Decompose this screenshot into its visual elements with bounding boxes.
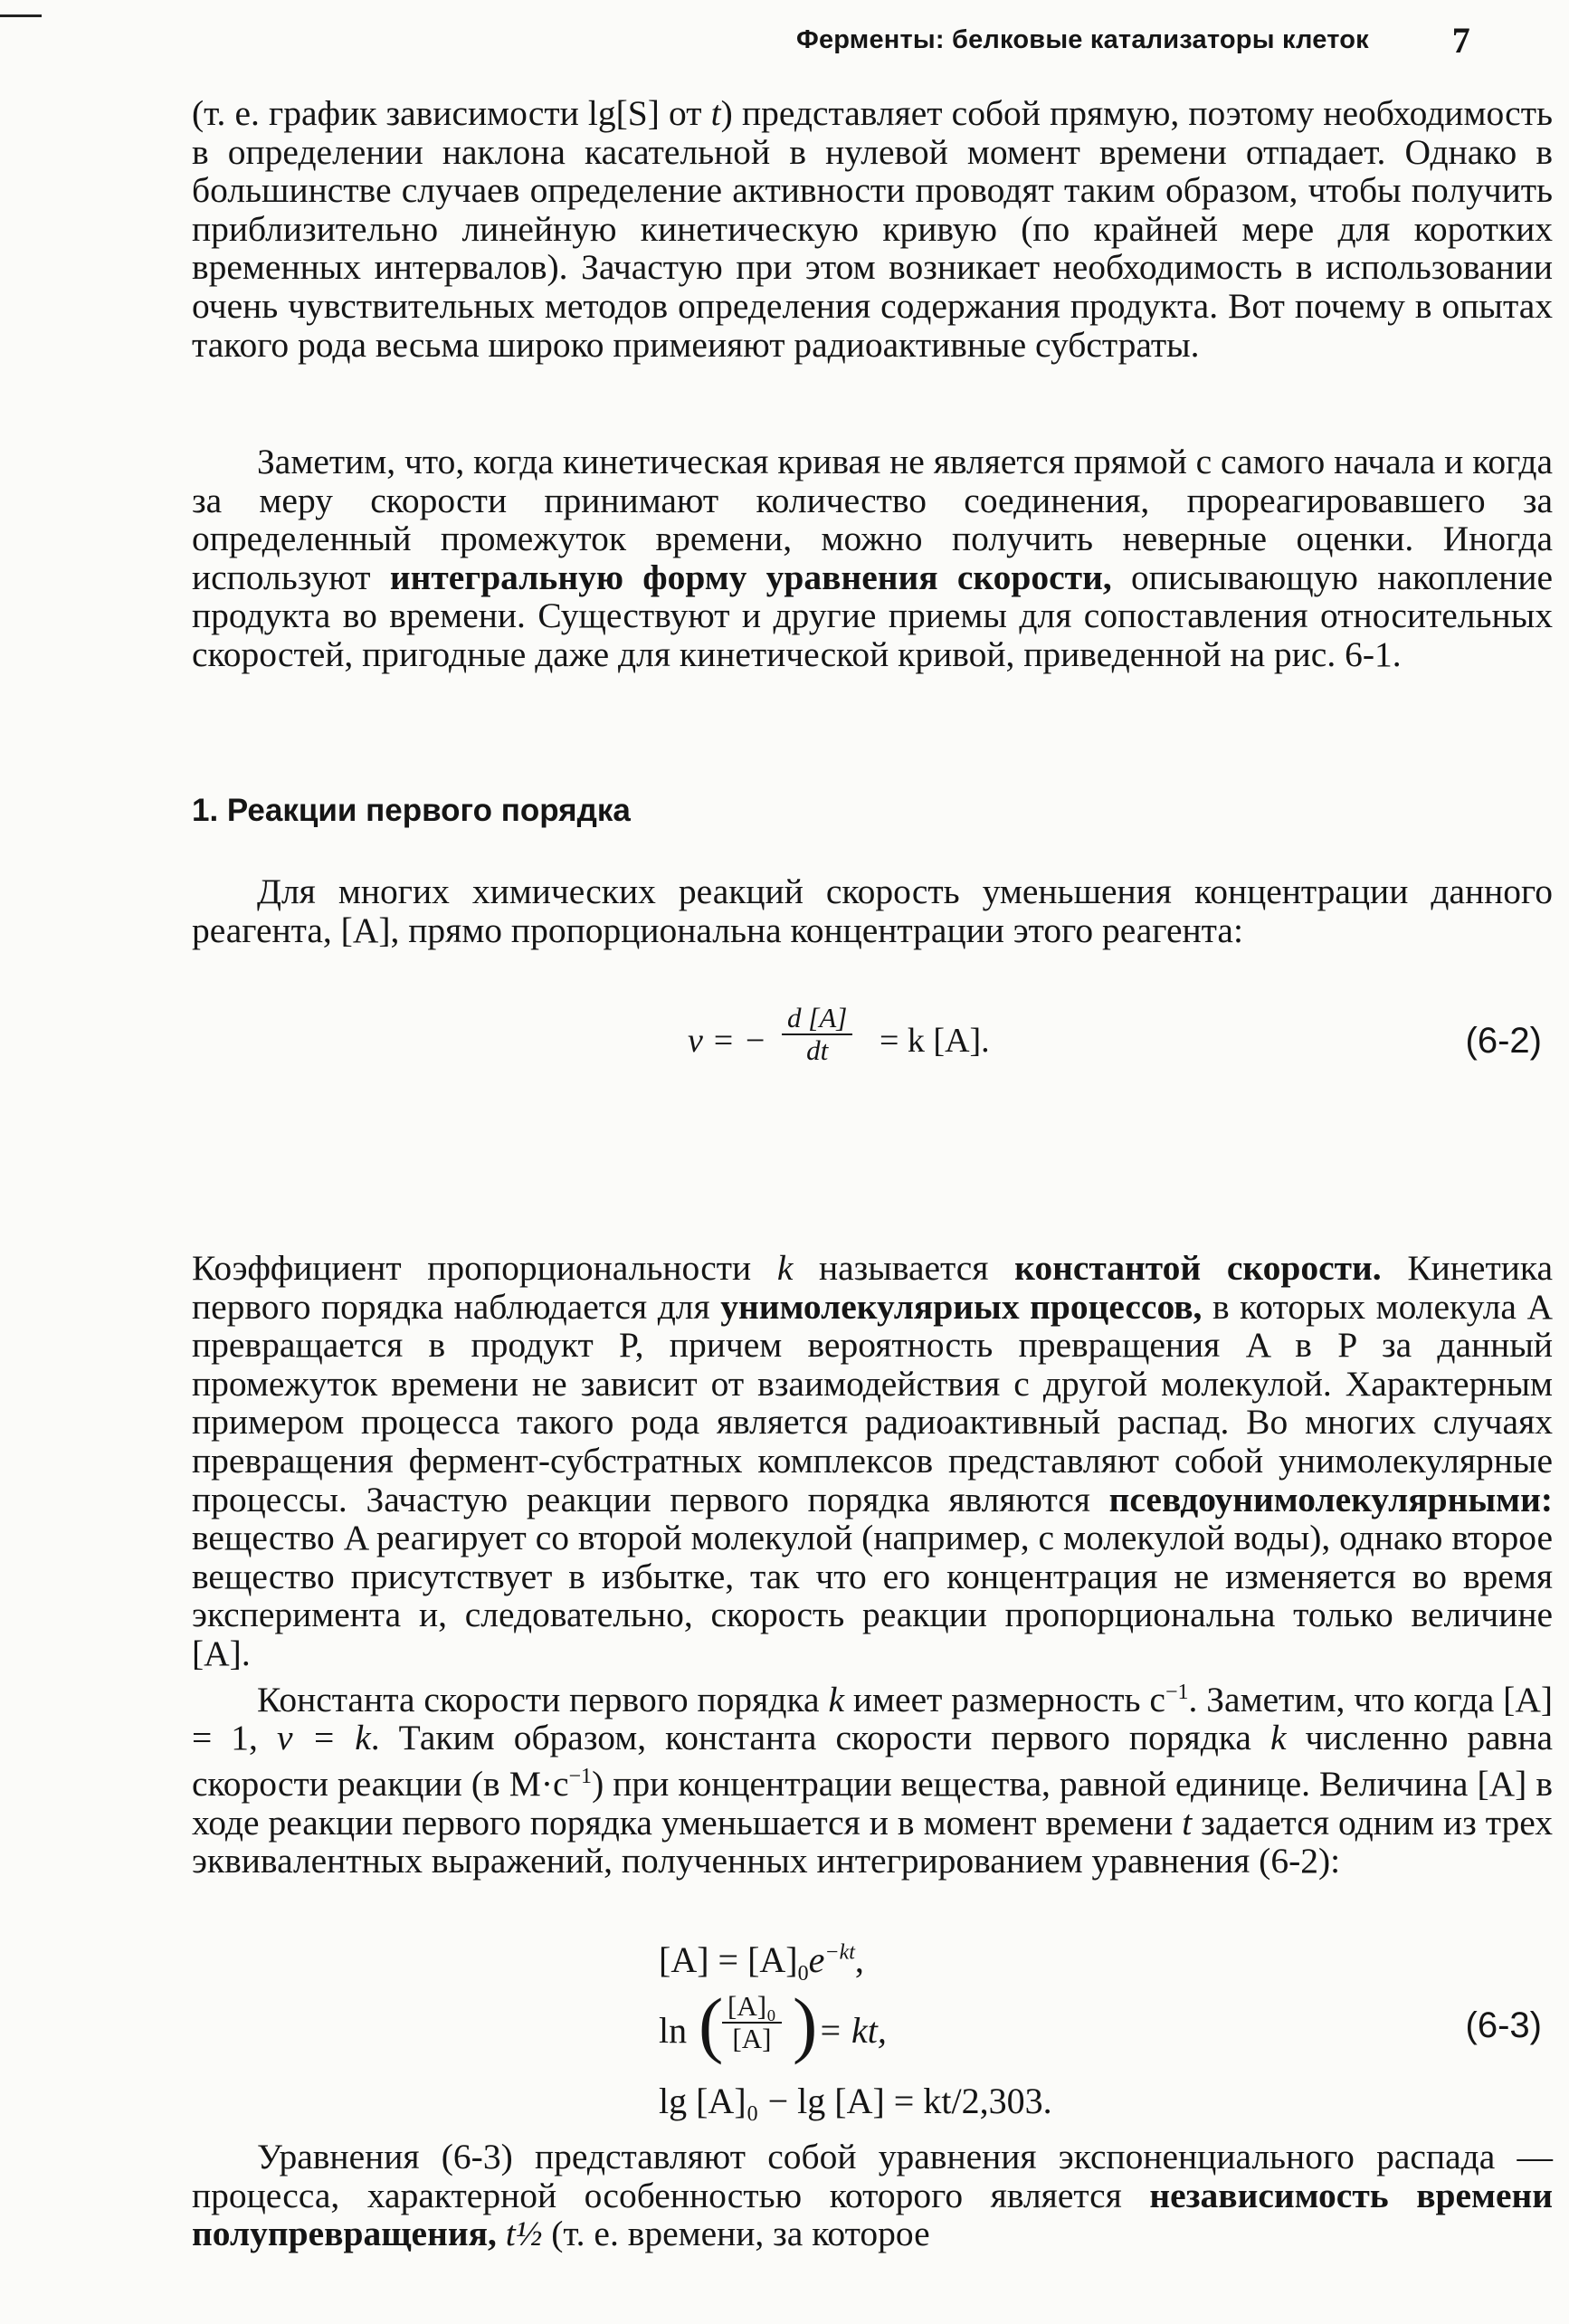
p5-var-k: k xyxy=(828,1679,845,1719)
p5-text-e: численно равна скорости реакции (в M·c xyxy=(192,1718,1553,1805)
p5-text-a: Константа скорости первого порядка xyxy=(257,1679,829,1719)
p5-text-f: ) при концентрации вещества, равной единице. Величина [A] в ходе реакции первого порядка уменьшается и в момент времени xyxy=(192,1764,1553,1843)
eq2-line2-rhs: = kt, xyxy=(818,2010,887,2051)
running-header xyxy=(796,16,1470,63)
p5-var-k-2: k xyxy=(1269,1718,1287,1758)
eq1-numerator: d [A] xyxy=(782,1003,852,1035)
p5-text-b: имеет размерность с xyxy=(844,1679,1165,1719)
p1-var-t: t xyxy=(710,93,721,133)
paragraph-4 xyxy=(192,1249,1553,1881)
eq1-lhs: v = − xyxy=(688,1022,767,1060)
eq1-fraction xyxy=(782,1003,852,1066)
p2-text-b: описывающую накопление продукта во времени. Существуют и другие приемы для сопоставления относительных скоростей, пригодные даже для кинетической кривой, приведенной на рис. 6-1. xyxy=(192,557,1553,674)
eq1-label: (6-2) xyxy=(1465,1021,1542,1061)
eq2-line1-base: [A] = [A] xyxy=(659,1939,798,1980)
p5-exp-2: −1 xyxy=(568,1764,593,1788)
paragraph-2 xyxy=(192,443,1553,674)
equation-6-3-line-3: lg [A]₀ − lg [A] = kt/2,303. xyxy=(659,2081,1052,2121)
p4-term-1: константой скорости. xyxy=(1014,1248,1382,1288)
paragraph-1 xyxy=(192,94,1553,364)
document-page: Ферменты: белковые катализаторы клеток 7 (т. е. график зависимости lg[S] от t) представляет собой прямую, поэтому необходимость в определении наклона касательной в нулевой момент времени отпадает. Однако в большинстве случаев определение активности проводят таким образом, чтобы получить приблизительно линейную кинетическую кривую (по крайней мере для коротких временных интервалов). Зачастую при этом возникает необходимость в использовании очень чувствительных методов определения содержания продукта. Вот почему в опытах такого рода весьма широко примеияют радиоактивные субстраты. Заметим, что, когда кинетическая кривая не является прямой с самого начала и когда за меру скорости принимают количество соединения, прореагировавшего за определенный промежуток времени, можно получить неверные оценки. Иногда используют интегральную форму уравнения скорости, описывающую накопление продукта во времени. Существуют и другие приемы для сопоставления относительных скоростей, пригодные даже для кинетической кривой, приведенной на рис. 6-1. 1. Реакции первого порядка Для многих химических реакций скорость уменьшения концентрации данного реагента, [A], прямо пропорциональна концентрации этого реагента: v = − $\frac{d [A]}{dt}$ = k [A]. (6-2) Коэффициент пропорциональности k называется константой скорости. Кинетика первого порядка наблюдается для унимолекуляриых процессов, в которых молекула A превращается в продукт P, причем вероятность превращения A в P за данный промежуток времени не зависит от взаимодействия с другой молекулой. Характерным примером процесса такого рода является радиоактивный распад. Во многих случаях превращения фермент-субстратных комплексов представляют собой унимолекулярные процессы. Зачастую реакции первого порядка являются псевдоунимолекулярными: вещество A реагирует со второй молекулой (например, с молекулой воды), однако второе вещество присутствует в избытке, так что его концентрация не изменяется во время эксперимента и, следовательно, скорость реакции пропорциональна только величине [A]. Константа скорости первого порядка k имеет размерность $с^{-1}$. Заметим, что когда [A] = 1, v = k. Таким образом, константа скорости первого порядка k численно равна скорости реакции (в $M\cdot c^{-1}$) при концентрации вещества, равной единице. Величина [A] в ходе реакции первого порядка уменьшается и в момент времени t задается одним из трех эквивалентных выражений, полученных интегрированием уравнения (6-2): $[A] = [A]_0e^{-kt}$, ln ( $\frac{\text{[A]₀}}{[A]}$ ) = kt, (6-3) lg [A]₀ − lg [A] = kt/2,303. Уравнения (6-3) представляют собой уравнения экспоненциального распада — процесса, характерной особенностью которого является независимость времени полупревращения, t½ (т. е. времени, за которое xyxy=(0,0,1569,2324)
eq2-label: (6-3) xyxy=(1465,2005,1542,2045)
p4-term-2: унимолекуляриых процессов, xyxy=(720,1286,1203,1327)
eq2-fraction xyxy=(722,1991,782,2054)
p3-text: Для многих химических реакций скорость уменьшения концентрации данного реагента, [A], прямо пропорциональна концентрации этого реагента: xyxy=(192,872,1553,950)
p2-term: интегральную форму уравнения скорости, xyxy=(389,557,1112,597)
p5-text-g: задается одним из трех эквивалентных выражений, полученных интегрированием уравнения (6-2): xyxy=(192,1802,1553,1881)
section-heading: 1. Реакции первого порядка xyxy=(192,793,631,828)
p5-var-t: t xyxy=(1182,1802,1193,1843)
p4-var-k: k xyxy=(776,1248,794,1288)
eq2-ln: ln xyxy=(659,2010,688,2051)
equation-6-2 xyxy=(688,1003,1569,1084)
eq2-denominator: [A] xyxy=(732,2023,772,2054)
p1-text-b: ) представляет собой прямую, поэтому необходимость в определении наклона касательной в нулевой момент времени отпадает. Однако в большинстве случаев определение активности проводят таким образом, чтобы получить приблизительно линейную кинетическую кривую (по крайней мере для коротких временных интервалов). Зачастую при этом возникает необходимость в использовании очень чувствительных методов определения содержания продукта. Вот почему в опытах такого рода весьма широко примеияют радиоактивные субстраты. xyxy=(192,93,1553,365)
p4-text-c: Кинетика первого порядка наблюдается для xyxy=(192,1248,1553,1327)
paragraph-6 xyxy=(192,2138,1553,2253)
eq2-line1-sub: 0 xyxy=(797,1962,809,1986)
p6-term: независимость времени полупревращения, xyxy=(192,2175,1553,2254)
p5-text-c: . Заметим, что когда [A] = 1, xyxy=(192,1679,1554,1758)
p5-v-eq-k: v = k xyxy=(276,1718,371,1758)
p4-text-d: в которых молекула A превращается в продукт P, причем вероятность превращения A в P за данный промежуток времени не зависит от взаимодействия с другой молекулой. Характерным примером процесса такого рода является радиоактивный распад. Во многих случаях превращения фермент-субстратных комплексов представляют собой унимолекулярные процессы. Зачастую реакции первого порядка являются xyxy=(192,1286,1553,1519)
p5-text-d: . Таким образом, константа скорости первого порядка xyxy=(370,1718,1270,1758)
p1-text-a: (т. е. график зависимости lg[S] от xyxy=(192,93,711,133)
running-title: Ферменты: белковые катализаторы клеток xyxy=(796,24,1369,54)
p6-text-b: (т. е. времени, за которое xyxy=(542,2214,930,2254)
equation-6-3-line-1: $[A] = [A]_0e^{-kt}$, xyxy=(659,1939,864,1986)
eq1-denominator: dt xyxy=(806,1034,829,1066)
p4-text-b: называется xyxy=(793,1248,1015,1288)
eq2-line1-e: e xyxy=(808,1939,825,1980)
paragraph-3 xyxy=(192,872,1553,949)
eq1-rhs: = k [A]. xyxy=(880,1022,990,1060)
page-number: 7 xyxy=(1451,19,1470,61)
p4-term-3: псевдоунимолекулярными: xyxy=(1108,1479,1553,1519)
p5-exp-1: −1 xyxy=(1165,1680,1189,1704)
p6-t-half: t½ xyxy=(505,2214,543,2254)
p4-text-e: вещество A реагирует со второй молекулой (например, с молекулой воды), однако второе вещество присутствует в избытке, так что его концентрация не изменяется во время эксперимента и, следовательно, скорость реакции пропорциональна только величине [A]. xyxy=(192,1518,1553,1673)
p4-text-a: Коэффициент пропорциональности xyxy=(192,1248,777,1288)
eq2-numerator: [A]₀ xyxy=(722,1991,782,2024)
scan-edge-mark xyxy=(0,14,42,17)
p6-text-a: Уравнения (6-3) представляют собой уравнения экспоненциального распада — процесса, характерной особенностью которого является xyxy=(192,2137,1553,2215)
p2-text-a: Заметим, что, когда кинетическая кривая не является прямой с самого начала и когда за меру скорости принимают количество соединения, прореагировавшего за определенный промежуток времени, можно получить неверные оценки. Иногда используют xyxy=(192,442,1553,597)
eq2-line1-exp: −kt xyxy=(824,1940,855,1965)
